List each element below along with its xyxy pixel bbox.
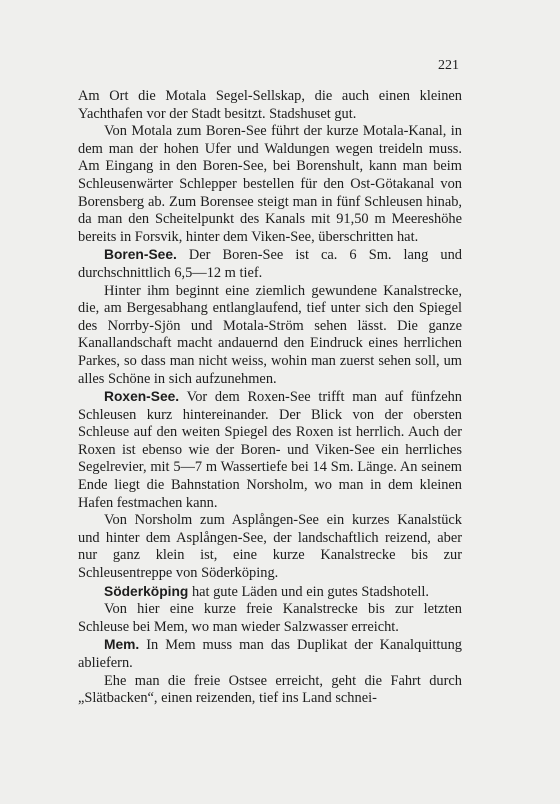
paragraph [78, 88, 462, 123]
paragraph [78, 283, 462, 389]
section-heading: Mem. [104, 637, 140, 653]
paragraph-text: Von hier eine kurze freie Kanalstrecke bis zur letzten Schleuse bei Mem, wo man wieder Salzwasser erreicht. [78, 601, 462, 635]
section-heading: Boren-See. [104, 247, 177, 263]
paragraph [78, 123, 462, 246]
paragraph [78, 601, 462, 636]
paragraph-text: Am Ort die Motala Segel-Sellskap, die auch einen kleinen Yachthafen vor der Stadt besitzt. Stadshuset gut. [78, 88, 462, 122]
paragraph-text: hat gute Läden und ein gutes Stadshotell. [191, 583, 429, 600]
paragraph-text: Hinter ihm beginnt eine ziemlich gewundene Kanalstrecke, die, am Bergesabhang entlanglaufend, tief unter sich den Spiegel des Norrby-Sjön und Motala-Ström sehen lässt. Die ganze Kanallandschaft macht andauernd den Eindruck eines herrlichen Parkes, so dass man nicht weiss, wohin man zuerst sehen soll, um alles Schöne in sich aufzunehmen. [78, 282, 462, 387]
section-heading: Söderköping [104, 583, 189, 599]
paragraph [78, 636, 462, 672]
paragraph [78, 673, 462, 708]
paragraph-text: Der Boren-See ist ca. 6 Sm. lang und durchschnittlich 6,5—12 m tief. [78, 247, 462, 281]
body-text [78, 88, 462, 708]
paragraph [78, 512, 462, 582]
paragraph-text: Ehe man die freie Ostsee erreicht, geht die Fahrt durch „Slätbacken“, einen reizenden, tief ins Land schnei- [78, 672, 462, 707]
paragraph [78, 246, 462, 282]
paragraph-text: Von Motala zum Boren-See führt der kurze Motala-Kanal, in dem man der hohen Ufer und Waldungen wegen treideln muss. Am Eingang in den Boren-See, bei Borenshult, kann man beim Schleusenwärter Schlepper bestellen für den Ost-Götakanal von Borensberg ab. Zum Borensee steigt man in fünf Schleusen hinab, da man den Scheitelpunkt des Kanals mit 91,50 m Meereshöhe bereits in Forsvik, hinter dem Viken-See, überschritten hat. [78, 123, 462, 245]
paragraph-text: Vor dem Roxen-See trifft man auf fünfzehn Schleusen kurz hintereinander. Der Blick von der obersten Schleuse auf den weiten Spiegel des Roxen ist herrlich. Auch der Roxen ist ebenso wie der Boren- und Viken-See ein herrliches Segelrevier, mit 5—7 m Wassertiefe bei 14 Sm. Länge. An seinem Ende liegt die Bahnstation Norsholm, wo man in dem kleinen Hafen festmachen kann. [78, 389, 462, 511]
page-number: 221 [438, 58, 459, 73]
paragraph [78, 388, 462, 512]
paragraph [78, 583, 462, 602]
paragraph-text: In Mem muss man das Duplikat der Kanalquittung abliefern. [78, 637, 462, 671]
paragraph-text: Von Norsholm zum Asplången-See ein kurzes Kanalstück und hinter dem Asplången-See, der landschaftlich reizend, aber nur ganz klein ist, eine kurze Kanalstrecke bis zur Schleusentreppe von Söderköping. [78, 512, 462, 582]
section-heading: Roxen-See. [104, 389, 180, 405]
